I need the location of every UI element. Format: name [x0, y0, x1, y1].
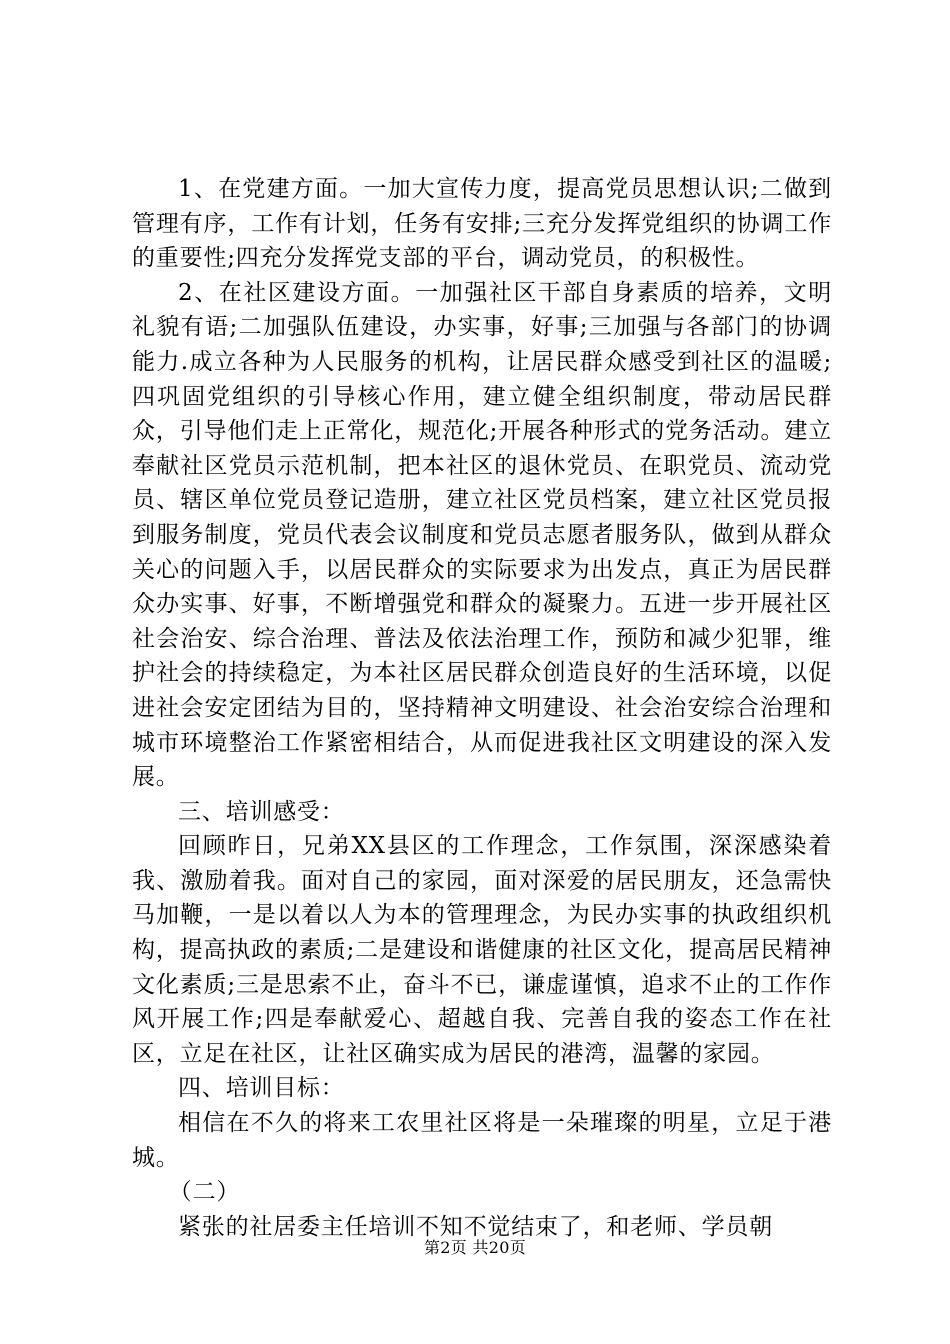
paragraph-section-two-start: 紧张的社居委主任培训不知不觉结束了，和老师、学员朝 — [178, 1213, 773, 1240]
section-marker: （二） — [168, 1179, 241, 1206]
paragraph-training-goals: 相信在不久的将来工农里社区将是一朵璀璨的明星，立足于港城。 — [132, 1110, 832, 1171]
heading-training-goals: 四、培训目标： — [178, 1075, 345, 1102]
heading-training-impressions: 三、培训感受： — [178, 798, 345, 825]
document-body — [132, 172, 832, 1244]
paragraph-community-building: 2、在社区建设方面。一加强社区干部自身素质的培养，文明礼貌有语;二加强队伍建设，办实事，好事;三加强与各部门的协调能力.成立各种为人民服务的机构，让居民群众感受到社区的温暖;四巩固党组织的引导核心作用，建立健全组织制度，带动居民群众，引导他们走上正常化，规范化;开展各种形式的党务活动。建立奉献社区党员示范机制，把本社区的退休党员、在职党员、流动党员、辖区单位党员登记造册，建立社区党员档案，建立社区党员报到服务制度，党员代表会议制度和党员志愿者服务队，做到从群众关心的问题入手，以居民群众的实际要求为出发点，真正为居民群众办实事、好事，不断增强党和群众的凝聚力。五进一步开展社区社会治安、综合治理、普法及依法治理工作，预防和减少犯罪，维护社会的持续稳定，为本社区居民群众创造良好的生活环境，以促进社会安定团结为目的，坚持精神文明建设、社会治安综合治理和城市环境整治工作紧密相结合，从而促进我社区文明建设的深入发展。 — [132, 279, 832, 791]
paragraph-training-impressions: 回顾昨日，兄弟XX县区的工作理念，工作氛围，深深感染着我、激励着我。面对自己的家园，面对深爱的居民朋友，还急需快马加鞭，一是以着以人为本的管理理念，为民办实事的执政组织机构，提高执政的素质;二是建设和谐健康的社区文化，提高居民精神文化素质;三是思索不止，奋斗不已，谦虚谨慎，追求不止的工作作风开展工作;四是奉献爱心、超越自我、完善自我的姿态工作在社区，立足在社区，让社区确实成为居民的港湾，温馨的家园。 — [132, 833, 832, 1067]
paragraph-party-building: 1、在党建方面。一加大宣传力度，提高党员思想认识;二做到管理有序，工作有计划，任务有安排;三充分发挥党组织的协调工作的重要性;四充分发挥党支部的平台，调动党员，的积极性。 — [132, 176, 832, 272]
page-number-footer: 第2页 共20页 — [423, 1238, 527, 1257]
